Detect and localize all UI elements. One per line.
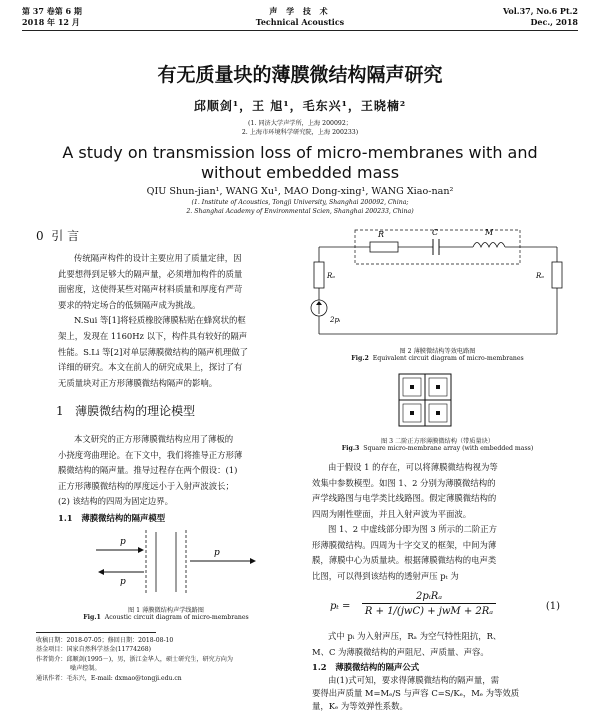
paper-title-en-1: A study on transmission loss of micro-membranes with and (62, 143, 538, 162)
fig3-caption-text: Square micro-membrane array (with embedded mass) (363, 445, 534, 452)
affiliation-en-2: 2. Shanghai Academy of Environmental Scien, Shanghai 200233, China) (186, 208, 414, 215)
eq1-denominator: R + 1/(jwC) + jwM + 2Rₐ (364, 606, 494, 617)
affiliation-cn-2: 2. 上海市环境科学研究院，上海 200233) (241, 129, 359, 136)
text-line: 效集中参数模型。如图 1、2 分别为薄膜微结构的 (312, 477, 496, 488)
fig2-label-R: R (378, 230, 385, 239)
section-1-title: 薄膜微结构的理论模型 (75, 404, 196, 418)
fig1-caption-en (36, 614, 296, 621)
fig1-acoustic-circuit (86, 528, 266, 596)
subsection-1-2-heading (312, 661, 419, 673)
section-1-heading (56, 402, 195, 419)
text-line: 要得出声质量 M=Mₑ/S 与声容 C=S/Kₑ，Mₑ 为等效质 (312, 688, 520, 698)
subsection-1-1-heading (58, 512, 165, 524)
text-line: 形薄膜微结构。四周为十字交叉的框架，中间为薄 (312, 539, 497, 550)
footnote-author-bio: 作者简介：邱顺剑(1995－)，男，浙江金华人，硕士研究生，研究方向为 (36, 655, 233, 663)
text-line: 图 1、2 中虚线部分即为图 3 所示的二阶正方 (328, 524, 498, 534)
journal-date-en: Dec., 2018 (530, 17, 578, 27)
journal-title-cn: 声 学 技 术 (269, 6, 331, 16)
fig1-caption-text: Acoustic circuit diagram of micro-membranes (104, 614, 249, 621)
text-line: 声学线路图与电学类比线路图。假定薄膜微结构的 (312, 493, 497, 504)
footnote-correspondence: 通讯作者：毛东兴，E-mail: dxmao@tongji.edu.cn (36, 674, 182, 682)
paper-title-en-2: without embedded mass (200, 163, 400, 182)
fig1-label-p-incident: p (120, 537, 126, 547)
text-line: 此要想得到足够大的隔声量，必须增加构件的质量 (58, 268, 243, 279)
text-line: 正方形薄膜微结构的厚度远小于入射声波波长； (58, 480, 234, 491)
section-0-title: 引 言 (51, 229, 80, 243)
text-line: 架上，发现在 1160Hz 以下，构件具有较好的隔声 (58, 330, 248, 341)
section-0-heading (36, 227, 79, 244)
journal-volume-en: Vol.37, No.6 Pt.2 (502, 6, 578, 16)
subsection-1-2-number: 1.2 (312, 662, 327, 672)
paper-title-cn: 有无质量块的薄膜微结构隔声研究 (157, 64, 443, 86)
text-line: 面密度，这使得某些对隔声材料质量和厚度有严苛 (58, 284, 243, 295)
right-paragraph-3 (312, 629, 562, 660)
fig2-label-C: C (432, 228, 439, 237)
authors-cn: 邱顺剑¹，王 旭¹，毛东兴¹，王晓楠² (193, 99, 407, 113)
eq1-fraction (354, 591, 504, 617)
fig2-label-Ra-right: Rₐ (536, 272, 544, 280)
fig2-label-M: M (485, 228, 494, 237)
text-line: 性能。S.Li 等[2]对单层薄膜微结构的隔声机理做了 (58, 346, 248, 357)
fig1-label-p-transmitted: p (214, 548, 220, 558)
subsection-1-2-title: 薄膜微结构的隔声公式 (335, 662, 420, 672)
eq1-numerator: 2pᵢRₐ (362, 591, 496, 604)
text-line: 详细的研究。本文在前人的研究成果上，探讨了有 (58, 362, 243, 373)
text-line: 小挠度弯曲理论。在下文中，我们将推导正方形薄 (58, 449, 243, 460)
section-0-number: 0 (36, 229, 44, 243)
fig1-label-p-reflected: p (120, 577, 126, 587)
text-line: 由(1)式可知，要求得薄膜微结构的隔声量，需 (328, 675, 499, 685)
text-line: 无质量块对正方形薄膜微结构隔声的影响。 (58, 377, 218, 388)
subsection-1-1-number: 1.1 (58, 513, 73, 523)
fig3-caption-label: Fig.3 (341, 445, 360, 452)
text-line: 由于假设 1 的存在，可以将薄膜微结构视为等 (328, 462, 498, 472)
journal-volume: 第 37 卷第 6 期 (22, 6, 82, 16)
text-line: (2) 该结构的四周为固定边界。 (58, 496, 174, 507)
footnote-received: 收稿日期：2018-07-05；修回日期：2018-08-10 (36, 637, 174, 644)
fig2-equivalent-circuit (305, 222, 570, 344)
footnote-author-bio-cont: 噪声控制。 (70, 665, 101, 673)
authors-en: QIU Shun-jian¹, WANG Xu¹, MAO Dong-xing¹, WANG Xiao-nan² (146, 186, 454, 197)
fig1-caption-label: Fig.1 (83, 614, 101, 621)
text-line: 传统隔声构件的设计主要应用了质量定律，因 (74, 253, 242, 263)
text-line: 膜，薄膜中心为质量块。根据薄膜微结构的电声类 (312, 555, 497, 566)
fig2-label-2pi: 2pᵢ (330, 316, 341, 324)
journal-date: 2018 年 12 月 (22, 17, 80, 27)
text-line: M、C 为薄膜微结构的声阻尼、声质量、声容。 (312, 646, 489, 657)
eq1-lhs: pₜ = (330, 601, 351, 612)
footnote-funding: 基金项目：国家自然科学基金(11774268) (36, 646, 151, 654)
header-rule (22, 30, 578, 31)
text-line: 比图，可以得到该结构的透射声压 pₜ 为 (312, 570, 459, 581)
fig3-membrane-array (398, 373, 452, 427)
fig2-caption-text: Equivalent circuit diagram of micro-membranes (372, 355, 524, 362)
affiliation-en-1: (1. Institute of Acoustics, Tongji University, Shanghai 200092, China; (191, 199, 409, 206)
text-line: 膜微结构的隔声量。推导过程存在两个假设：(1) (58, 465, 238, 476)
fig1-caption-cn: 图 1 薄膜微结构声学线路图 (128, 607, 204, 614)
text-line: 式中 pᵢ 为入射声压，Rₐ 为空气特性阻抗，R、 (328, 631, 502, 641)
text-line: 四周为刚性壁面，并且入射声波为平面波。 (312, 508, 472, 519)
text-line: 量，Kₑ 为等效弹性系数。 (312, 701, 408, 711)
journal-title-en: Technical Acoustics (255, 17, 345, 27)
fig3-caption-cn: 图 3 二阶正方形薄膜微结构（带质量块） (380, 438, 495, 445)
right-paragraph-1 (312, 460, 562, 522)
fig2-caption-cn: 图 2 薄膜微结构等效电路图 (399, 348, 476, 355)
fig2-label-Ra-left: Rₐ (327, 272, 335, 280)
section-1-number: 1 (56, 404, 64, 418)
text-line: N.Sui 等[1]将轻质橡胶薄膜粘贴在蜂窝状的框 (74, 315, 246, 326)
fig3-caption-en (305, 445, 570, 452)
section-1-paragraph (58, 432, 290, 510)
affiliation-cn-1: (1. 同济大学声学所，上海 200092； (248, 120, 352, 127)
fig2-caption-label: Fig.2 (351, 355, 369, 362)
right-paragraph-2 (312, 522, 562, 584)
footnotes (36, 636, 296, 683)
fig2-caption-en (305, 355, 570, 362)
text-line: 要求的特定场合的低频隔声成为挑战。 (58, 299, 201, 310)
intro-paragraph (58, 251, 290, 391)
equation-1 (330, 591, 562, 625)
eq1-number: (1) (545, 601, 560, 612)
right-paragraph-4 (312, 674, 562, 713)
text-line: 本文研究的正方形薄膜微结构应用了薄板的 (74, 434, 234, 444)
subsection-1-1-title: 薄膜微结构的隔声模型 (81, 513, 166, 523)
footnote-rule (36, 632, 156, 633)
